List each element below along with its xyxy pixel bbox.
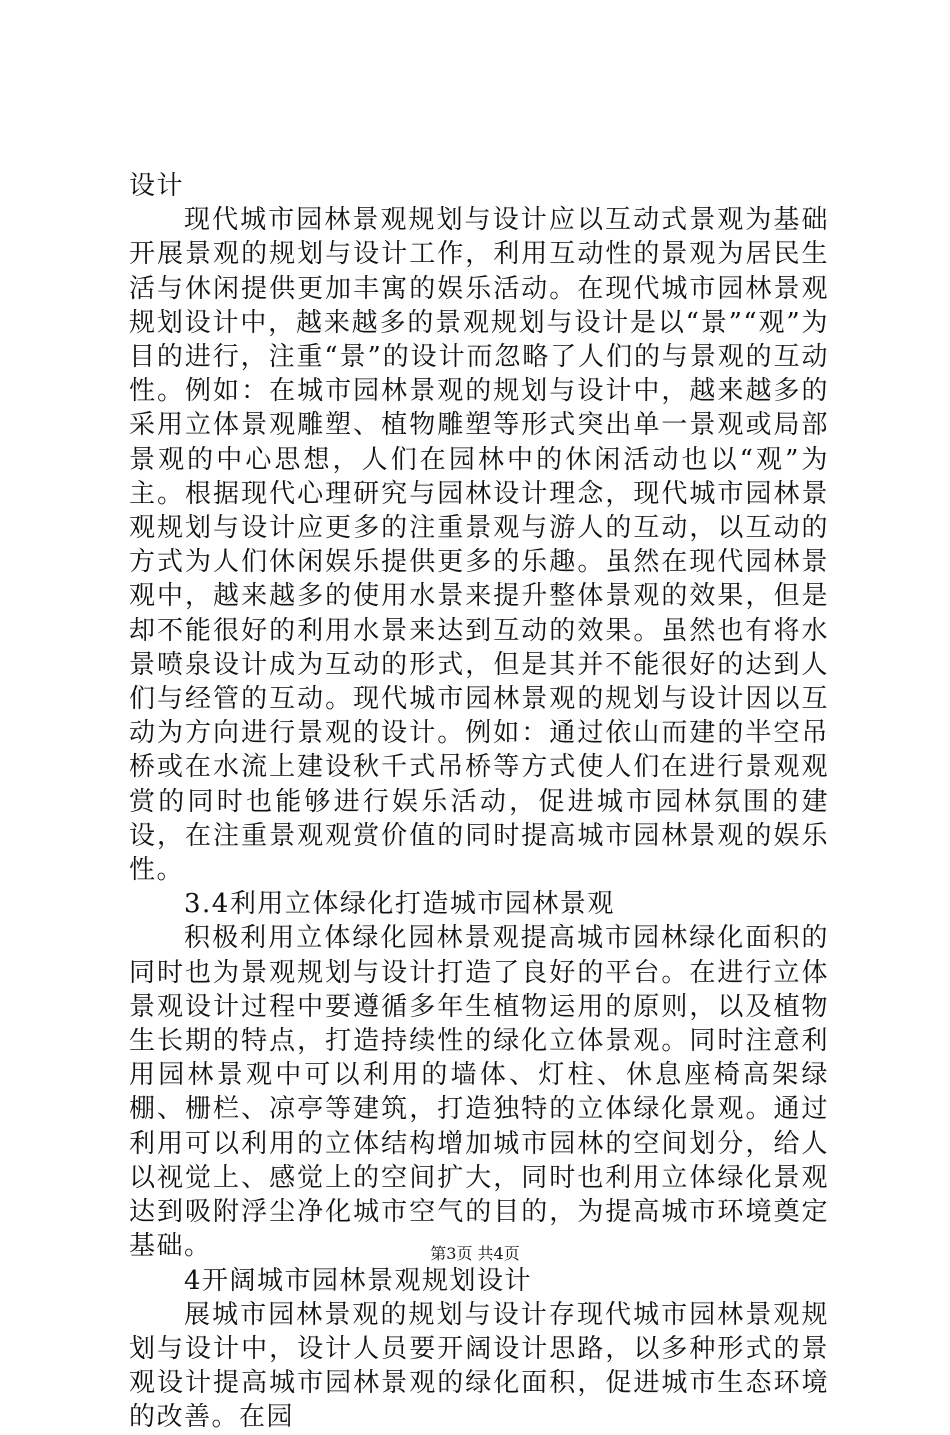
paragraph-open-design: 展城市园林景观的规划与设计存现代城市园林景观规划与设计中，设计人员要开阔设计思路，以多种形式的景观设计提高城市园林景观的绿化面积，促进城市生态环境的改善。在园 bbox=[129, 1299, 829, 1433]
page-number-footer: 第3页 共4页 bbox=[430, 1244, 520, 1263]
paragraph-interactive-landscape: 现代城市园林景观规划与设计应以互动式景观为基础开展景观的规划与设计工作，利用互动性的景观为居民生活与休闲提供更加丰寓的娱乐活动。在现代城市园林景观规划设计中，越来越多的景观规划与设计是以“景”“观”为目的进行，注重“景”的设计而忽略了人们的与景观的互动性。例如：在城市园林景观的规划与设计中，越来越多的采用立体景观雕塑、植物雕塑等形式突出单一景观或局部景观的中心思想，人们在园林中的休闲活动也以“观”为主。根据现代心理研究与园林设计理念，现代城市园林景观规划与设计应更多的注重景观与游人的互动，以互动的方式为人们休闲娱乐提供更多的乐趣。虽然在现代园林景观中，越来越多的使用水景来提升整体景观的效果，但是却不能很好的利用水景来达到互动的效果。虽然也有将水景喷泉设计成为互动的形式，但是其并不能很好的达到人们与经管的互动。现代城市园林景观的规划与设计因以互动为方向进行景观的设计。例如：通过依山而建的半空吊桥或在水流上建设秋千式吊桥等方式使人们在进行景观观赏的同时也能够进行娱乐活动，促进城市园林氛围的建设，在注重景观观赏价值的同时提高城市园林景观的娱乐性。 bbox=[129, 205, 829, 886]
section-heading-3-4: 3.4利用立体绿化打造城市园林景观 bbox=[184, 889, 615, 920]
section-heading-4: 4开阔城市园林景观规划设计 bbox=[184, 1265, 533, 1296]
paragraph-continuation: 设计 bbox=[129, 171, 185, 201]
paragraph-vertical-greening: 积极利用立体绿化园林景观提高城市园林绿化面积的同时也为景观规划与设计打造了良好的平台。在进行立体景观设计过程中要遵循多年生植物运用的原则，以及植物生长期的特点，打造持续性的绿化立体景观。同时注意利用园林景观中可以利用的墙体、灯柱、休息座椅高架绿棚、栅栏、凉亭等建筑，打造独特的立体绿化景观。通过利用可以利用的立体结构增加城市园林的空间划分，给人以视觉上、感觉上的空间扩大，同时也利用立体绿化景观达到吸附浮尘净化城市空气的目的，为提高城市环境奠定基础。 bbox=[129, 923, 829, 1262]
